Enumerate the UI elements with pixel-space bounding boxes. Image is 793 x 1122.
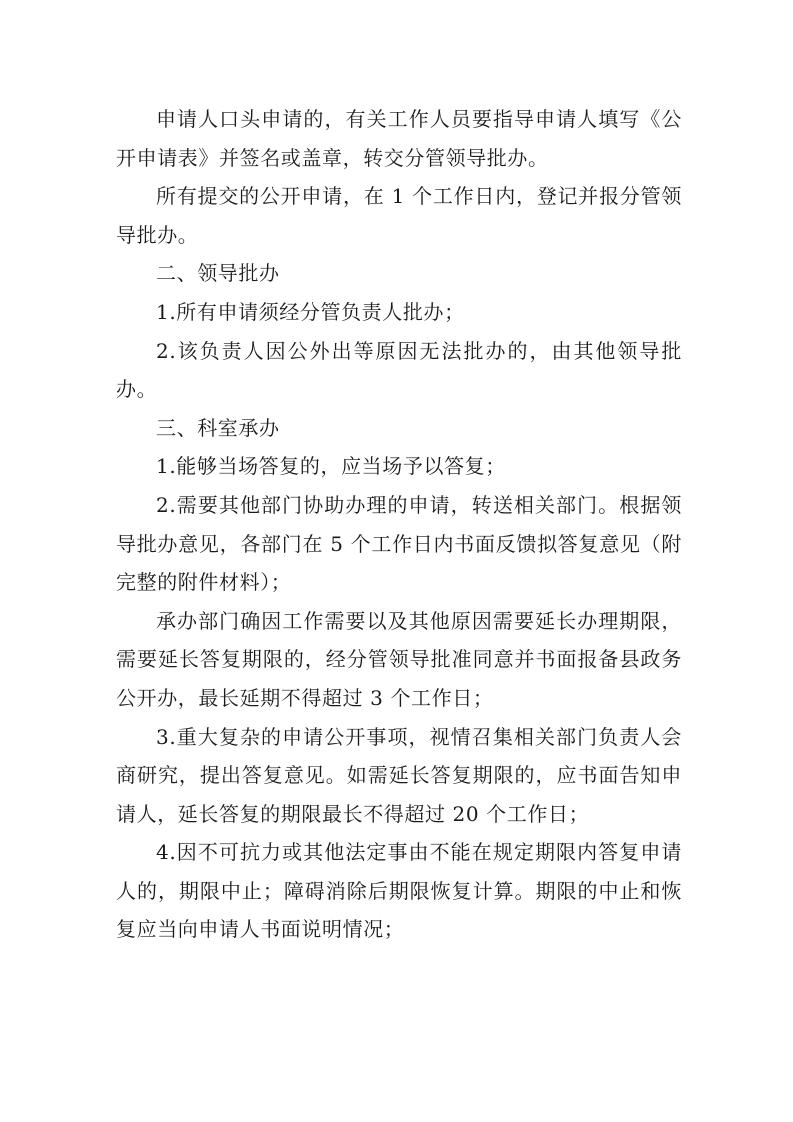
paragraph-registration: 所有提交的公开申请，在 1 个工作日内，登记并报分管领导批办。 (116, 184, 682, 247)
paragraph-handling-item-4: 4.因不可抗力或其他法定事由不能在规定期限内答复申请人的，期限中止；障碍消除后期限恢复计算。期限的中止和恢复应当向申请人书面说明情况； (116, 840, 682, 942)
paragraph-extension: 承办部门确因工作需要以及其他原因需要延长办理期限，需要延长答复期限的，经分管领导批准同意并书面报备县政务公开办，最长延期不得超过 3 个工作日； (116, 608, 682, 710)
paragraph-handling-item-2: 2.需要其他部门协助办理的申请，转送相关部门。根据领导批办意见，各部门在 5 个工作日内书面反馈拟答复意见（附完整的附件材料）； (116, 492, 682, 595)
paragraph-handling-item-3: 3.重大复杂的申请公开事项，视情召集相关部门负责人会商研究，提出答复意见。如需延长答复期限的，应书面告知申请人，延长答复的期限最长不得超过 20 个工作日； (116, 724, 682, 826)
paragraph-approval-item-2: 2.该负责人因公外出等原因无法批办的，由其他领导批办。 (116, 338, 682, 402)
paragraph-handling-item-1: 1.能够当场答复的，应当场予以答复； (156, 454, 506, 479)
section-heading-leader-approval: 二、领导批办 (156, 261, 280, 286)
paragraph-approval-item-1: 1.所有申请须经分管负责人批办； (156, 299, 465, 324)
section-heading-department-handling: 三、科室承办 (156, 415, 280, 440)
document-body (116, 100, 682, 949)
paragraph-oral-application: 申请人口头申请的，有关工作人员要指导申请人填写《公开申请表》并签名或盖章，转交分管领导批办。 (116, 107, 682, 170)
